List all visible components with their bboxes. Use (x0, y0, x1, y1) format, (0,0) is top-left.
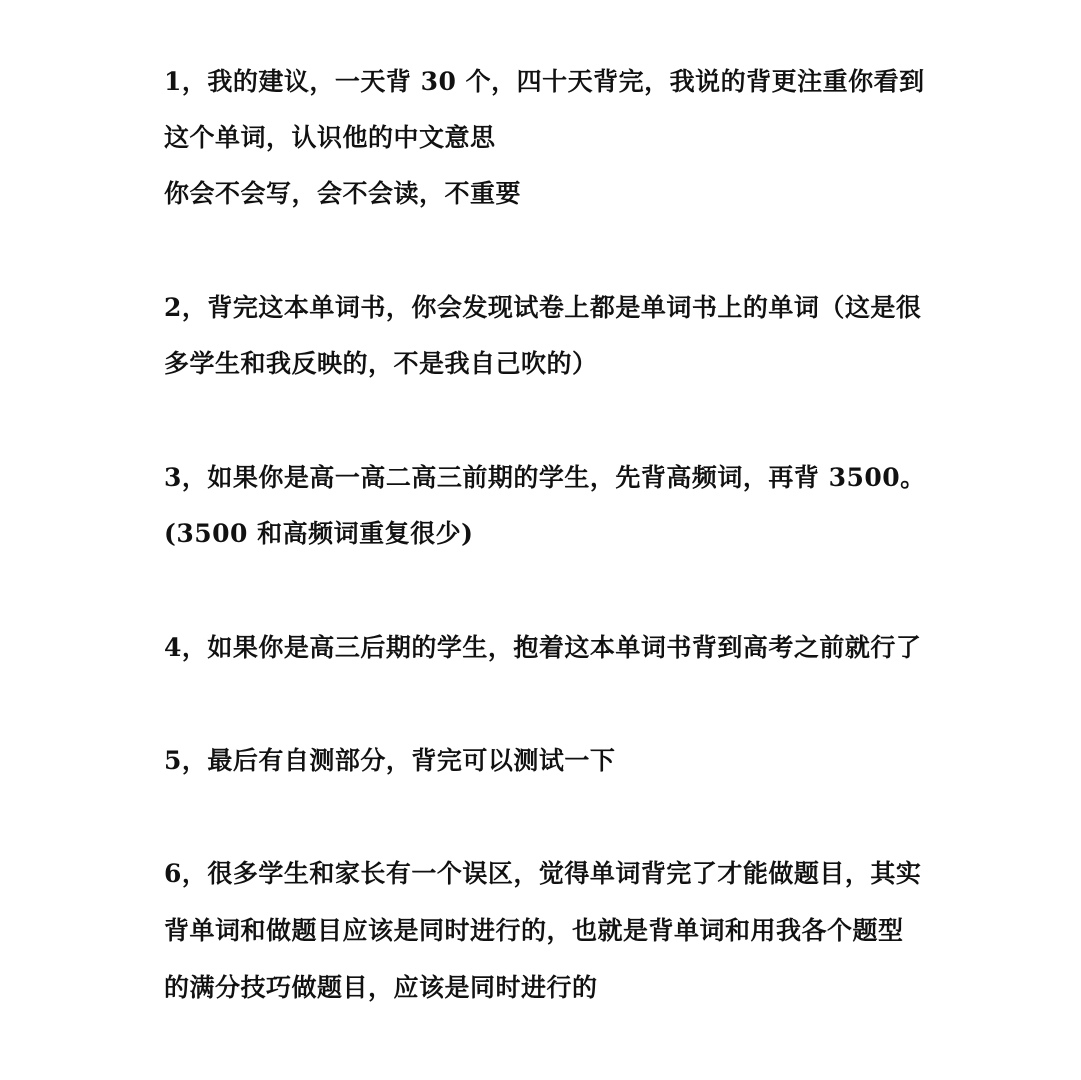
item-3-line-2: (3500 和高频词重复很少) (164, 519, 474, 548)
item-1-line-1: 1，我的建议，一天背 30 个，四十天背完，我说的背更注重你看到 (164, 67, 925, 96)
item-2-line-2: 多学生和我反映的，不是我自己吹的） (164, 349, 598, 378)
item-4-line-1: 4，如果你是高三后期的学生，抱着这本单词书背到高考之前就行了 (164, 633, 922, 662)
item-1-line-2: 这个单词，认识他的中文意思 (164, 123, 496, 152)
item-2-line-1: 2，背完这本单词书，你会发现试卷上都是单词书上的单词（这是很 (164, 293, 922, 322)
item-5-line-1: 5，最后有自测部分，背完可以测试一下 (164, 746, 616, 775)
item-6-line-2: 背单词和做题目应该是同时进行的，也就是背单词和用我各个题型 (164, 916, 904, 945)
item-1-line-3: 你会不会写，会不会读，不重要 (164, 179, 522, 208)
item-3-line-1: 3，如果你是高一高二高三前期的学生，先背高频词，再背 3500。 (164, 463, 926, 492)
item-6-line-3: 的满分技巧做题目，应该是同时进行的 (164, 973, 598, 1002)
item-6-line-1: 6，很多学生和家长有一个误区，觉得单词背完了才能做题目，其实 (164, 859, 922, 888)
